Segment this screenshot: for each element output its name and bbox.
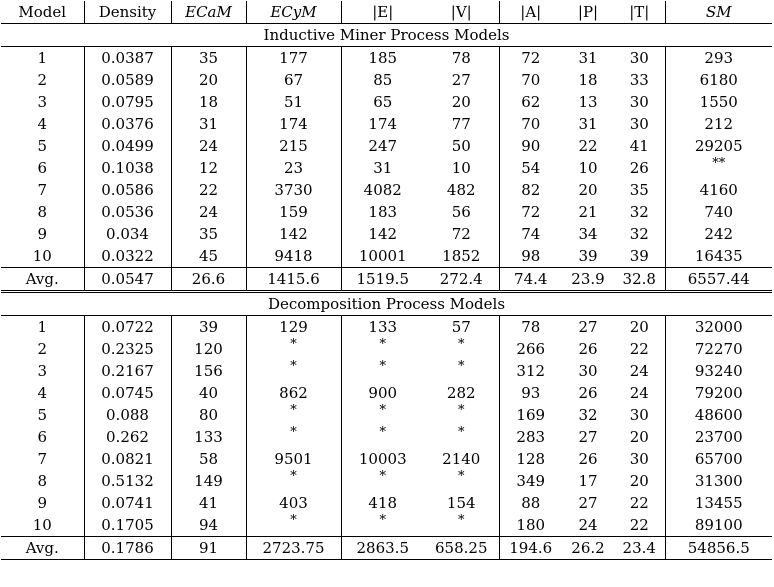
cell-t: 30 bbox=[629, 406, 649, 424]
cell-ecym: 403 bbox=[246, 492, 341, 514]
cell-density: 0.0741 bbox=[84, 492, 171, 514]
cell-e: 418 bbox=[341, 492, 424, 514]
cell-model: 8 bbox=[37, 203, 48, 221]
section-title: Decomposition Process Models bbox=[1, 292, 772, 316]
cell-sm: 1550 bbox=[665, 91, 772, 113]
section-title-row bbox=[1, 24, 772, 47]
cell-ecam: 45 bbox=[171, 245, 246, 268]
cell-ecym: * bbox=[246, 360, 341, 382]
avg-p: 23.9 bbox=[562, 268, 614, 292]
table-row bbox=[1, 404, 772, 426]
column-header-density: Density bbox=[84, 1, 171, 24]
cell-t: 22 bbox=[629, 516, 649, 534]
cell-ecam: 18 bbox=[171, 91, 246, 113]
avg-e: 2863.5 bbox=[341, 537, 424, 560]
column-header-model: Model bbox=[1, 1, 84, 24]
cell-ecam: 120 bbox=[171, 338, 246, 360]
cell-v: * bbox=[458, 514, 465, 528]
cell-ecym: 862 bbox=[246, 382, 341, 404]
cell-a: 128 bbox=[499, 448, 562, 470]
column-header-e: |E| bbox=[341, 1, 424, 24]
cell-p: 10 bbox=[578, 159, 598, 177]
cell-v: 27 bbox=[451, 71, 471, 89]
cell-t: 20 bbox=[629, 318, 649, 336]
cell-v: 282 bbox=[446, 384, 476, 402]
cell-model: 7 bbox=[37, 450, 48, 468]
table-row bbox=[1, 223, 772, 245]
column-header-a: |A| bbox=[499, 1, 562, 24]
cell-density: 0.262 bbox=[84, 426, 171, 448]
table-row bbox=[1, 113, 772, 135]
cell-density: 0.2167 bbox=[84, 360, 171, 382]
cell-v: * bbox=[458, 470, 465, 484]
cell-density: 0.034 bbox=[84, 223, 171, 245]
cell-p: 13 bbox=[578, 93, 598, 111]
cell-sm: 16435 bbox=[665, 245, 772, 268]
avg-ecym: 2723.75 bbox=[246, 537, 341, 560]
cell-a: 88 bbox=[499, 492, 562, 514]
avg-ecym: 1415.6 bbox=[246, 268, 341, 292]
cell-density: 0.0745 bbox=[84, 382, 171, 404]
cell-e: 65 bbox=[341, 91, 424, 113]
section-title: Inductive Miner Process Models bbox=[1, 24, 772, 47]
cell-model: 10 bbox=[32, 516, 52, 534]
cell-model: 7 bbox=[37, 181, 48, 199]
avg-ecam: 26.6 bbox=[171, 268, 246, 292]
cell-t: 32 bbox=[629, 203, 649, 221]
cell-model: 10 bbox=[32, 247, 52, 265]
cell-ecym: 9501 bbox=[246, 448, 341, 470]
cell-v: 1852 bbox=[442, 247, 481, 265]
cell-p: 27 bbox=[578, 318, 598, 336]
cell-model: 9 bbox=[37, 494, 48, 512]
cell-e: 85 bbox=[341, 69, 424, 91]
cell-t: 35 bbox=[629, 181, 649, 199]
cell-a: 180 bbox=[499, 514, 562, 537]
cell-ecam: 41 bbox=[171, 492, 246, 514]
cell-ecym: 142 bbox=[246, 223, 341, 245]
cell-a: 93 bbox=[499, 382, 562, 404]
cell-ecym: * bbox=[246, 514, 341, 537]
cell-ecam: 58 bbox=[171, 448, 246, 470]
cell-sm: 293 bbox=[665, 47, 772, 70]
section-title-row bbox=[1, 292, 772, 316]
average-row bbox=[1, 268, 772, 292]
column-header-ecym: ECyM bbox=[246, 1, 341, 24]
cell-p: 39 bbox=[578, 247, 598, 265]
cell-ecym: * bbox=[246, 426, 341, 448]
cell-v: 77 bbox=[451, 115, 471, 133]
cell-ecym: 9418 bbox=[246, 245, 341, 268]
cell-v: 50 bbox=[451, 137, 471, 155]
results-table bbox=[1, 1, 772, 560]
cell-e: * bbox=[341, 514, 424, 537]
table-row bbox=[1, 245, 772, 268]
cell-v: 57 bbox=[451, 318, 471, 336]
cell-v: 482 bbox=[446, 181, 476, 199]
table-row bbox=[1, 201, 772, 223]
cell-p: 32 bbox=[578, 406, 598, 424]
cell-p: 27 bbox=[578, 494, 598, 512]
cell-a: 266 bbox=[499, 338, 562, 360]
cell-t: 32 bbox=[629, 225, 649, 243]
cell-t: 30 bbox=[629, 49, 649, 67]
cell-e: 174 bbox=[341, 113, 424, 135]
cell-e: 10003 bbox=[341, 448, 424, 470]
avg-density: 0.1786 bbox=[84, 537, 171, 560]
cell-p: 21 bbox=[578, 203, 598, 221]
cell-density: 0.5132 bbox=[84, 470, 171, 492]
table-row bbox=[1, 91, 772, 113]
cell-ecym: * bbox=[246, 338, 341, 360]
cell-model: 8 bbox=[37, 472, 48, 490]
cell-density: 0.0322 bbox=[84, 245, 171, 268]
cell-p: 24 bbox=[578, 516, 598, 534]
avg-density: 0.0547 bbox=[84, 268, 171, 292]
cell-model: 2 bbox=[37, 71, 48, 89]
cell-density: 0.1705 bbox=[84, 514, 171, 537]
cell-e: 4082 bbox=[341, 179, 424, 201]
cell-sm: 93240 bbox=[665, 360, 772, 382]
cell-e: 183 bbox=[341, 201, 424, 223]
cell-sm: 4160 bbox=[665, 179, 772, 201]
table-row bbox=[1, 514, 772, 537]
cell-t: 20 bbox=[629, 428, 649, 446]
cell-e: * bbox=[341, 360, 424, 382]
table-row bbox=[1, 179, 772, 201]
cell-v: 56 bbox=[451, 203, 471, 221]
cell-a: 78 bbox=[499, 316, 562, 339]
cell-model: 5 bbox=[37, 406, 48, 424]
cell-model: 9 bbox=[37, 225, 48, 243]
cell-a: 82 bbox=[499, 179, 562, 201]
cell-ecam: 149 bbox=[171, 470, 246, 492]
cell-sm: 72270 bbox=[665, 338, 772, 360]
cell-sm: 29205 bbox=[665, 135, 772, 157]
cell-model: 1 bbox=[37, 49, 48, 67]
cell-a: 54 bbox=[499, 157, 562, 179]
cell-t: 39 bbox=[629, 247, 649, 265]
cell-density: 0.0821 bbox=[84, 448, 171, 470]
cell-sm: 242 bbox=[665, 223, 772, 245]
cell-density: 0.0387 bbox=[84, 47, 171, 70]
cell-density: 0.0795 bbox=[84, 91, 171, 113]
cell-a: 312 bbox=[499, 360, 562, 382]
cell-v: 78 bbox=[451, 49, 471, 67]
cell-sm: 212 bbox=[665, 113, 772, 135]
cell-model: 3 bbox=[37, 362, 48, 380]
table-row bbox=[1, 338, 772, 360]
cell-t: 22 bbox=[629, 340, 649, 358]
cell-model: 2 bbox=[37, 340, 48, 358]
cell-v: 10 bbox=[451, 159, 471, 177]
table-row bbox=[1, 492, 772, 514]
cell-ecam: 133 bbox=[171, 426, 246, 448]
cell-ecam: 156 bbox=[171, 360, 246, 382]
cell-v: * bbox=[458, 360, 465, 374]
cell-ecam: 39 bbox=[171, 316, 246, 339]
cell-ecam: 24 bbox=[171, 135, 246, 157]
average-row bbox=[1, 537, 772, 560]
cell-model: 4 bbox=[37, 384, 48, 402]
cell-t: 41 bbox=[629, 137, 649, 155]
cell-ecam: 40 bbox=[171, 382, 246, 404]
cell-sm: ** bbox=[665, 157, 772, 179]
cell-sm: 23700 bbox=[665, 426, 772, 448]
avg-model: Avg. bbox=[1, 537, 84, 560]
cell-ecym: 174 bbox=[246, 113, 341, 135]
table-row bbox=[1, 426, 772, 448]
cell-e: 10001 bbox=[341, 245, 424, 268]
cell-a: 72 bbox=[499, 201, 562, 223]
cell-density: 0.1038 bbox=[84, 157, 171, 179]
header-row bbox=[1, 1, 772, 24]
avg-t: 23.4 bbox=[614, 537, 665, 560]
cell-ecym: * bbox=[246, 404, 341, 426]
cell-e: 247 bbox=[341, 135, 424, 157]
cell-density: 0.0586 bbox=[84, 179, 171, 201]
table-row bbox=[1, 47, 772, 70]
cell-e: * bbox=[341, 426, 424, 448]
avg-a: 194.6 bbox=[499, 537, 562, 560]
cell-e: 133 bbox=[341, 316, 424, 339]
column-header-ecam: ECaM bbox=[171, 1, 246, 24]
column-header-sm: SM bbox=[665, 1, 772, 24]
cell-a: 74 bbox=[499, 223, 562, 245]
cell-v: 20 bbox=[451, 93, 471, 111]
cell-model: 1 bbox=[37, 318, 48, 336]
table-row bbox=[1, 382, 772, 404]
avg-v: 272.4 bbox=[424, 268, 499, 292]
cell-t: 33 bbox=[629, 71, 649, 89]
cell-a: 349 bbox=[499, 470, 562, 492]
cell-p: 31 bbox=[578, 115, 598, 133]
cell-e: * bbox=[341, 404, 424, 426]
avg-p: 26.2 bbox=[562, 537, 614, 560]
cell-density: 0.0722 bbox=[84, 316, 171, 339]
cell-t: 30 bbox=[629, 115, 649, 133]
cell-t: 26 bbox=[629, 159, 649, 177]
cell-p: 26 bbox=[578, 450, 598, 468]
cell-ecym: 51 bbox=[246, 91, 341, 113]
cell-t: 24 bbox=[629, 384, 649, 402]
avg-v: 658.25 bbox=[424, 537, 499, 560]
cell-a: 72 bbox=[499, 47, 562, 70]
cell-sm: 65700 bbox=[665, 448, 772, 470]
cell-ecym: 67 bbox=[246, 69, 341, 91]
cell-sm: 6180 bbox=[665, 69, 772, 91]
avg-e: 1519.5 bbox=[341, 268, 424, 292]
cell-a: 283 bbox=[499, 426, 562, 448]
avg-ecam: 91 bbox=[171, 537, 246, 560]
cell-v: 72 bbox=[451, 225, 471, 243]
avg-a: 74.4 bbox=[499, 268, 562, 292]
cell-ecym: 129 bbox=[246, 316, 341, 339]
cell-t: 30 bbox=[629, 93, 649, 111]
cell-ecam: 35 bbox=[171, 223, 246, 245]
cell-p: 20 bbox=[578, 181, 598, 199]
cell-ecym: 215 bbox=[246, 135, 341, 157]
cell-ecam: 31 bbox=[171, 113, 246, 135]
cell-e: 900 bbox=[341, 382, 424, 404]
cell-ecym: 23 bbox=[246, 157, 341, 179]
table-row bbox=[1, 69, 772, 91]
cell-a: 98 bbox=[499, 245, 562, 268]
cell-density: 0.0499 bbox=[84, 135, 171, 157]
cell-v: * bbox=[458, 404, 465, 418]
cell-density: 0.2325 bbox=[84, 338, 171, 360]
cell-e: 31 bbox=[341, 157, 424, 179]
cell-t: 22 bbox=[629, 494, 649, 512]
cell-model: 4 bbox=[37, 115, 48, 133]
cell-p: 22 bbox=[578, 137, 598, 155]
cell-a: 169 bbox=[499, 404, 562, 426]
cell-v: * bbox=[458, 426, 465, 440]
cell-density: 0.0589 bbox=[84, 69, 171, 91]
table-row bbox=[1, 360, 772, 382]
cell-sm: 31300 bbox=[665, 470, 772, 492]
cell-e: * bbox=[341, 338, 424, 360]
cell-model: 6 bbox=[37, 159, 48, 177]
table-row bbox=[1, 316, 772, 339]
cell-p: 27 bbox=[578, 428, 598, 446]
cell-model: 5 bbox=[37, 137, 48, 155]
cell-density: 0.0376 bbox=[84, 113, 171, 135]
cell-v: 2140 bbox=[442, 450, 481, 468]
cell-e: * bbox=[341, 470, 424, 492]
cell-model: 6 bbox=[37, 428, 48, 446]
cell-p: 26 bbox=[578, 340, 598, 358]
cell-sm: 89100 bbox=[665, 514, 772, 537]
column-header-p: |P| bbox=[562, 1, 614, 24]
cell-sm: 79200 bbox=[665, 382, 772, 404]
cell-a: 62 bbox=[499, 91, 562, 113]
cell-ecam: 24 bbox=[171, 201, 246, 223]
avg-t: 32.8 bbox=[614, 268, 665, 292]
cell-p: 30 bbox=[578, 362, 598, 380]
cell-model: 3 bbox=[37, 93, 48, 111]
cell-ecam: 35 bbox=[171, 47, 246, 70]
cell-sm: 13455 bbox=[665, 492, 772, 514]
table-row bbox=[1, 157, 772, 179]
cell-density: 0.088 bbox=[84, 404, 171, 426]
cell-a: 70 bbox=[499, 69, 562, 91]
cell-ecym: 159 bbox=[246, 201, 341, 223]
cell-p: 17 bbox=[578, 472, 598, 490]
cell-ecym: 3730 bbox=[246, 179, 341, 201]
cell-t: 30 bbox=[629, 450, 649, 468]
cell-p: 34 bbox=[578, 225, 598, 243]
avg-sm: 54856.5 bbox=[665, 537, 772, 560]
avg-sm: 6557.44 bbox=[665, 268, 772, 292]
cell-density: 0.0536 bbox=[84, 201, 171, 223]
cell-ecym: 177 bbox=[246, 47, 341, 70]
cell-sm: 48600 bbox=[665, 404, 772, 426]
cell-ecam: 12 bbox=[171, 157, 246, 179]
table-body bbox=[1, 1, 772, 560]
table-row bbox=[1, 135, 772, 157]
table-row bbox=[1, 470, 772, 492]
cell-t: 20 bbox=[629, 472, 649, 490]
column-header-v: |V| bbox=[424, 1, 499, 24]
cell-ecam: 20 bbox=[171, 69, 246, 91]
cell-p: 18 bbox=[578, 71, 598, 89]
cell-v: * bbox=[458, 338, 465, 352]
cell-p: 31 bbox=[578, 49, 598, 67]
cell-ecam: 94 bbox=[171, 514, 246, 537]
cell-t: 24 bbox=[629, 362, 649, 380]
cell-sm: 32000 bbox=[665, 316, 772, 339]
cell-ecym: * bbox=[246, 470, 341, 492]
cell-v: 154 bbox=[446, 494, 476, 512]
cell-e: 142 bbox=[341, 223, 424, 245]
avg-model: Avg. bbox=[1, 268, 84, 292]
cell-ecam: 22 bbox=[171, 179, 246, 201]
cell-a: 90 bbox=[499, 135, 562, 157]
cell-ecam: 80 bbox=[171, 404, 246, 426]
table-row bbox=[1, 448, 772, 470]
cell-e: 185 bbox=[341, 47, 424, 70]
column-header-t: |T| bbox=[614, 1, 665, 24]
cell-p: 26 bbox=[578, 384, 598, 402]
cell-sm: 740 bbox=[665, 201, 772, 223]
cell-a: 70 bbox=[499, 113, 562, 135]
